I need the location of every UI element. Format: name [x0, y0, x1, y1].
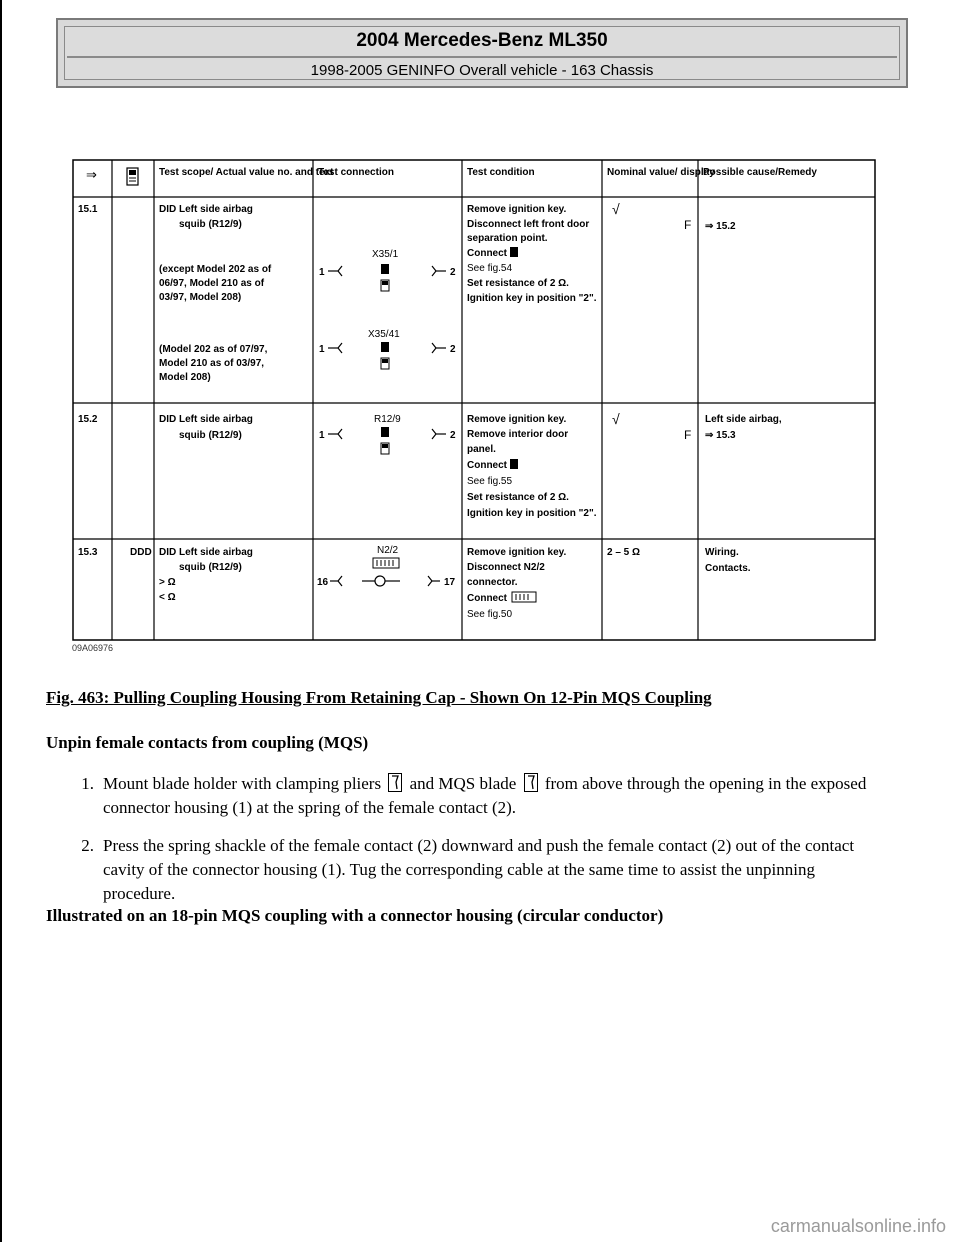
pin-left-x35-1: 1 [319, 267, 325, 278]
row-15-1-connect-icon [510, 247, 518, 257]
header-panel [64, 26, 900, 80]
connector-r12-9: R12/9 [374, 414, 401, 425]
step-text-part: and MQS blade [409, 774, 517, 793]
connector-n2-2: N2/2 [377, 545, 399, 556]
special-tool-icon[interactable] [524, 773, 538, 792]
diagnostic-table [72, 159, 876, 641]
header-title: 2004 Mercedes-Benz ML350 [356, 30, 608, 51]
procedure-steps [46, 772, 886, 920]
row-15-1-remedy: ⇒ 15.2 [705, 221, 736, 232]
row-15-2-scope-line2: squib (R12/9) [179, 430, 242, 441]
plug-icon-r12-9 [381, 427, 389, 437]
connector-x35-41: X35/41 [368, 329, 400, 340]
row-15-1-cond-1: Remove ignition key. [467, 204, 567, 215]
row-15-2-cond-5: See fig.55 [467, 476, 513, 487]
page-left-border [0, 0, 2, 1242]
plug-icon-x35-41 [381, 342, 389, 352]
row-15-2-cond-1: Remove ignition key. [467, 414, 567, 425]
step-text: Press the spring shackle of the female contact (2) downward and push the female contact (2) out of the contact cavity of the connector housing (1). Tug the corresponding cable at the same time to assist the unpinning procedure. [103, 836, 855, 903]
row-15-1-variant2-line1: (Model 202 as of 07/97, [159, 344, 268, 355]
header-scope: Test scope/ Actual value no. and text [159, 167, 334, 178]
row-15-3-remedy-1: Wiring. [705, 547, 739, 558]
row-step-15-2: 15.2 [78, 414, 98, 425]
row-15-1-cond-3: separation point. [467, 233, 548, 244]
row-15-2-check: √ [612, 411, 620, 427]
row-15-2-cond-3: panel. [467, 444, 496, 455]
row-15-1-cond-4: Connect [467, 248, 507, 259]
row-15-1-variant2-line2: Model 210 as of 03/97, [159, 358, 265, 369]
row-15-1-cond-7: Ignition key in position "2". [467, 293, 597, 304]
row-15-3-cond-4: Connect [467, 593, 507, 604]
row-15-3-cond-1: Remove ignition key. [467, 547, 567, 558]
row-15-2-connect-icon [510, 459, 518, 469]
header-remedy: Possible cause/Remedy [703, 167, 817, 178]
figure-code: 09A06976 [72, 643, 114, 653]
diagnostic-table-figure [72, 159, 876, 641]
special-tool-icon[interactable] [388, 773, 402, 792]
row-15-3-cond-3: connector. [467, 577, 518, 588]
row-15-3-nominal: 2 – 5 Ω [607, 547, 641, 558]
header-connection: Test connection [318, 167, 394, 178]
row-15-1-cond-2: Disconnect left front door [467, 219, 590, 230]
row-15-3-marker: DDD [130, 547, 152, 558]
header-nominal: Nominal value/ display [607, 167, 715, 178]
pin-right-x35-1: 2 [450, 267, 456, 278]
pin-right-x35-41: 2 [450, 344, 456, 355]
row-15-3-remedy-2: Contacts. [705, 563, 751, 574]
row-15-2-cond-7: Ignition key in position "2". [467, 508, 597, 519]
section-heading: Unpin female contacts from coupling (MQS) [46, 733, 369, 752]
row-15-2-scope-line1: DID Left side airbag [159, 414, 253, 425]
row-15-3-scope-line2: squib (R12/9) [179, 562, 242, 573]
row-step-15-1: 15.1 [78, 204, 98, 215]
step-item [46, 834, 886, 906]
header-condition: Test condition [467, 167, 535, 178]
row-15-1-cond-6: Set resistance of 2 Ω. [467, 278, 569, 289]
connector-x35-1: X35/1 [372, 249, 399, 260]
step-text-part: Mount blade holder with clamping pliers [103, 774, 382, 793]
step-item [46, 772, 886, 820]
illustration-note: Illustrated on an 18-pin MQS coupling with a connector housing (circular conductor) [46, 906, 664, 925]
page-header [56, 18, 908, 88]
pin-right-n2-2: 17 [444, 577, 456, 588]
row-15-2-cond-2: Remove interior door [467, 429, 569, 440]
row-15-3-cond-5: See fig.50 [467, 609, 513, 620]
row-15-1-f: F [684, 218, 692, 232]
header-arrow: ⇒ [86, 167, 97, 182]
watermark: carmanualsonline.info [770, 1216, 946, 1236]
plug-icon-x35-1 [381, 264, 389, 274]
row-15-2-cond-4: Connect [467, 460, 507, 471]
row-15-1-variant1-line1: (except Model 202 as of [159, 264, 272, 275]
header-subtitle: 1998-2005 GENINFO Overall vehicle - 163 Chassis [310, 62, 654, 79]
row-15-3-cond-2: Disconnect N2/2 [467, 562, 545, 573]
pin-right-r12-9: 2 [450, 430, 456, 441]
pin-left-r12-9: 1 [319, 430, 325, 441]
row-15-1-check: √ [612, 201, 620, 217]
row-15-1-cond-5: See fig.54 [467, 263, 513, 274]
pin-left-n2-2: 16 [317, 577, 329, 588]
step-text-part: from above through the opening in the exposed connector housing (1) at the spring of the female contact (2). [103, 774, 867, 817]
row-15-1-variant1-line2: 06/97, Model 210 as of [159, 278, 265, 289]
row-15-1-scope-line2: squib (R12/9) [179, 219, 242, 230]
row-step-15-3: 15.3 [78, 547, 98, 558]
row-15-2-cond-6: Set resistance of 2 Ω. [467, 492, 569, 503]
header-divider [67, 56, 897, 58]
row-15-1-scope-line1: DID Left side airbag [159, 204, 253, 215]
step-number: 1. [81, 774, 94, 793]
row-15-3-scope-line1: DID Left side airbag [159, 547, 253, 558]
row-15-1-variant2-line3: Model 208) [159, 372, 211, 383]
figure-caption: Fig. 463: Pulling Coupling Housing From Retaining Cap - Shown On 12-Pin MQS Coupling [46, 688, 712, 707]
pin-left-x35-41: 1 [319, 344, 325, 355]
step-number: 2. [81, 836, 94, 855]
row-15-1-variant1-line3: 03/97, Model 208) [159, 292, 242, 303]
row-15-2-remedy-1: Left side airbag, [705, 414, 782, 425]
row-15-2-f: F [684, 428, 692, 442]
row-15-3-scope-line4: < Ω [159, 592, 176, 603]
row-15-2-remedy-2: ⇒ 15.3 [705, 430, 736, 441]
row-15-3-scope-line3: > Ω [159, 577, 176, 588]
